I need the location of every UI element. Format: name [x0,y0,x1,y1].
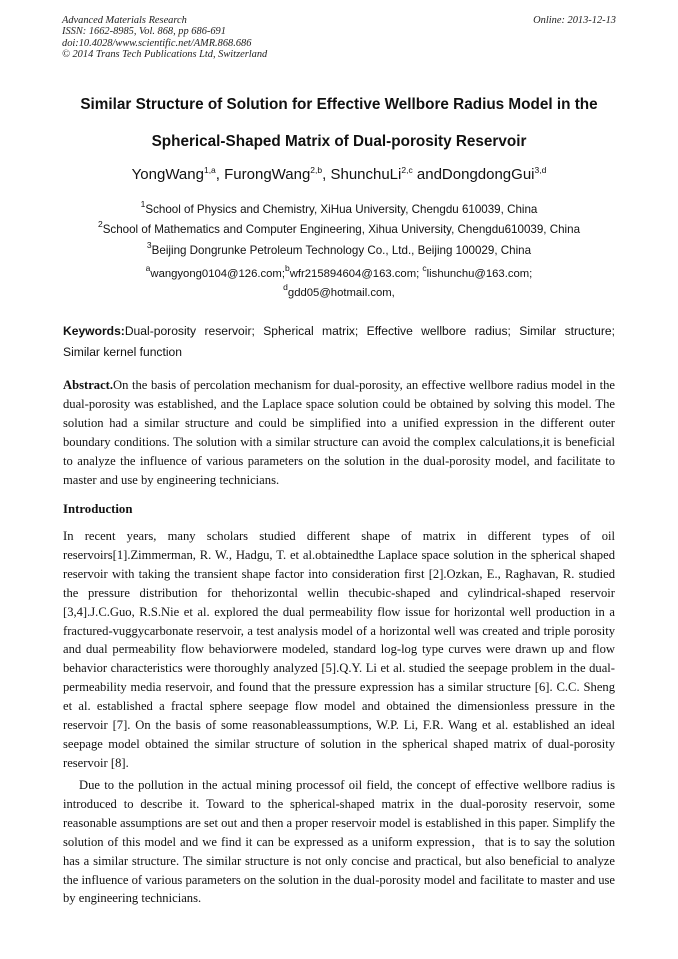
author-sup: 2,b [310,165,323,175]
affiliation-text: School of Physics and Chemistry, XiHua University, Chengdu 610039, China [145,203,538,216]
author-name: DongdongGui [441,166,535,183]
keywords [63,321,615,363]
section-heading: Introduction [63,502,133,516]
author-sup: 2,c [401,165,413,175]
online-date: Online: 2013-12-13 [533,15,616,26]
affiliation-2 [40,219,638,236]
email-sup: b [284,263,290,273]
keywords-label: Keywords: [63,324,125,338]
doi-line: doi:10.4028/www.scientific.net/AMR.868.686 [62,37,252,49]
email-d[interactable]: gdd05@hotmail.com, [287,287,395,299]
author-name: FurongWang [224,166,311,183]
author-sep: , [322,166,331,183]
journal-name: Advanced Materials Research [62,15,187,26]
affiliation-sup: 2 [97,219,103,229]
email-line-1 [40,265,638,283]
author-sup: 1,a [203,165,216,175]
affiliation-text: Beijing Dongrunke Petroleum Technology Co., Ltd., Beijing 100029, China [151,244,532,257]
email-sup: d [283,282,288,292]
abstract-text: On the basis of percolation mechanism for dual-porosity, an effective wellbore radius model in the dual-porosity was established, and the Laplace space solution could be obtained by solving this model. The solution had a similar structure and could be simplified into a unified expression in the different outer boundary conditions. The solution with a similar structure can avoid the complex calculations,it is beneficial to analyze the influence of various parameters on the solution in the dual-porosity model, and facilitate to master and use by engineering technicians. [63,378,615,487]
issn-line: ISSN: 1662-8985, Vol. 868, pp 686-691 [62,26,226,38]
author-name: ShunchuLi [330,166,402,183]
abstract [63,376,615,489]
email-b[interactable]: wfr215894604@163.com; [289,268,420,280]
abstract-label: Abstract. [63,378,114,392]
affiliation-3 [40,240,638,257]
keywords-text: Dual-porosity reservoir; Spherical matrix; Effective wellbore radius; Similar structure; Similar kernel function [63,324,615,359]
author-list [40,166,638,183]
title-line-2: Spherical-Shaped Matrix of Dual-porosity Reservoir [151,133,527,150]
author-sep: and [412,166,442,183]
copyright-line: © 2014 Trans Tech Publications Ltd, Switzerland [62,49,268,61]
title-line-1: Similar Structure of Solution for Effective Wellbore Radius Model in the [80,96,598,113]
email-line-2 [40,284,638,302]
email-c[interactable]: lishunchu@163.com; [426,268,533,280]
author-sup: 3,d [534,165,547,175]
email-sup: c [422,263,427,273]
affiliation-1 [40,199,638,216]
paper-title [40,86,638,160]
intro-paragraph-1: In recent years, many scholars studied different shape of matrix in different types of oil reservoirs[1].Zimmerman, R. W., Hadgu, T. et al.obtainedthe Laplace space solution in the spherical shaped reservoir with taking the transient shape factor into consideration first [2].Ozkan, E., Raghavan, R. studied the pressure distribution for thehorizontal wellin thecubic-shaped and cylindrical-shaped reservoir [3,4].J.C.Guo, R.S.Nie et al. explored the dual permeability flow issue for horizontal well production in a fractured-vuggycarbonate reservoir, a test analysis model of a horizontal well was created and triple porosity and dual permeability flow behaviorwere modeled, standard log-log type curves were drawn up and flow behavior characteristics were thoroughly analyzed [5].Q.Y. Li et al. studied the seepage problem in the dual-permeability media reservoir, and found that the pressure expression has a similar structure [6]. C.C. Sheng et al. established a fractal sphere seepage flow model and obtained the dimensionless pressure in the reservoir [7]. On the basis of some reasonableassumptions, W.P. Li, F.R. Wang et al. established an ideal seepage model obtained the similar structure of solution in the spherical shaped matrix of dual-porosity reservoir [8]. [63,529,615,770]
affiliation-sup: 3 [146,240,152,250]
affiliation-text: School of Mathematics and Computer Engineering, Xihua University, Chengdu610039, China [102,223,581,236]
author-name: YongWang [131,166,204,183]
intro-paragraph-2: Due to the pollution in the actual mining processof oil field, the concept of effective wellbore radius is introduced to describe it. Toward to the spherical-shaped matrix in the dual-porosity reservoir, some reasonable assumptions are set out and then a proper reservoir model is established in this paper. Simplify the solution of this model and we find it can be expressed as a uniform expression，that is to say the solution has a similar structure. The similar structure is not only concise and practical, but also beneficial to analyze the influence of various parameters on the solution in the dual-porosity model and facilitate to master and use by engineering technicians. [63,778,615,906]
journal-header [62,15,267,61]
author-sep: , [215,166,225,183]
email-a[interactable]: wangyong0104@126.com; [150,268,285,280]
affiliation-sup: 1 [140,199,146,209]
email-sup: a [145,263,151,273]
